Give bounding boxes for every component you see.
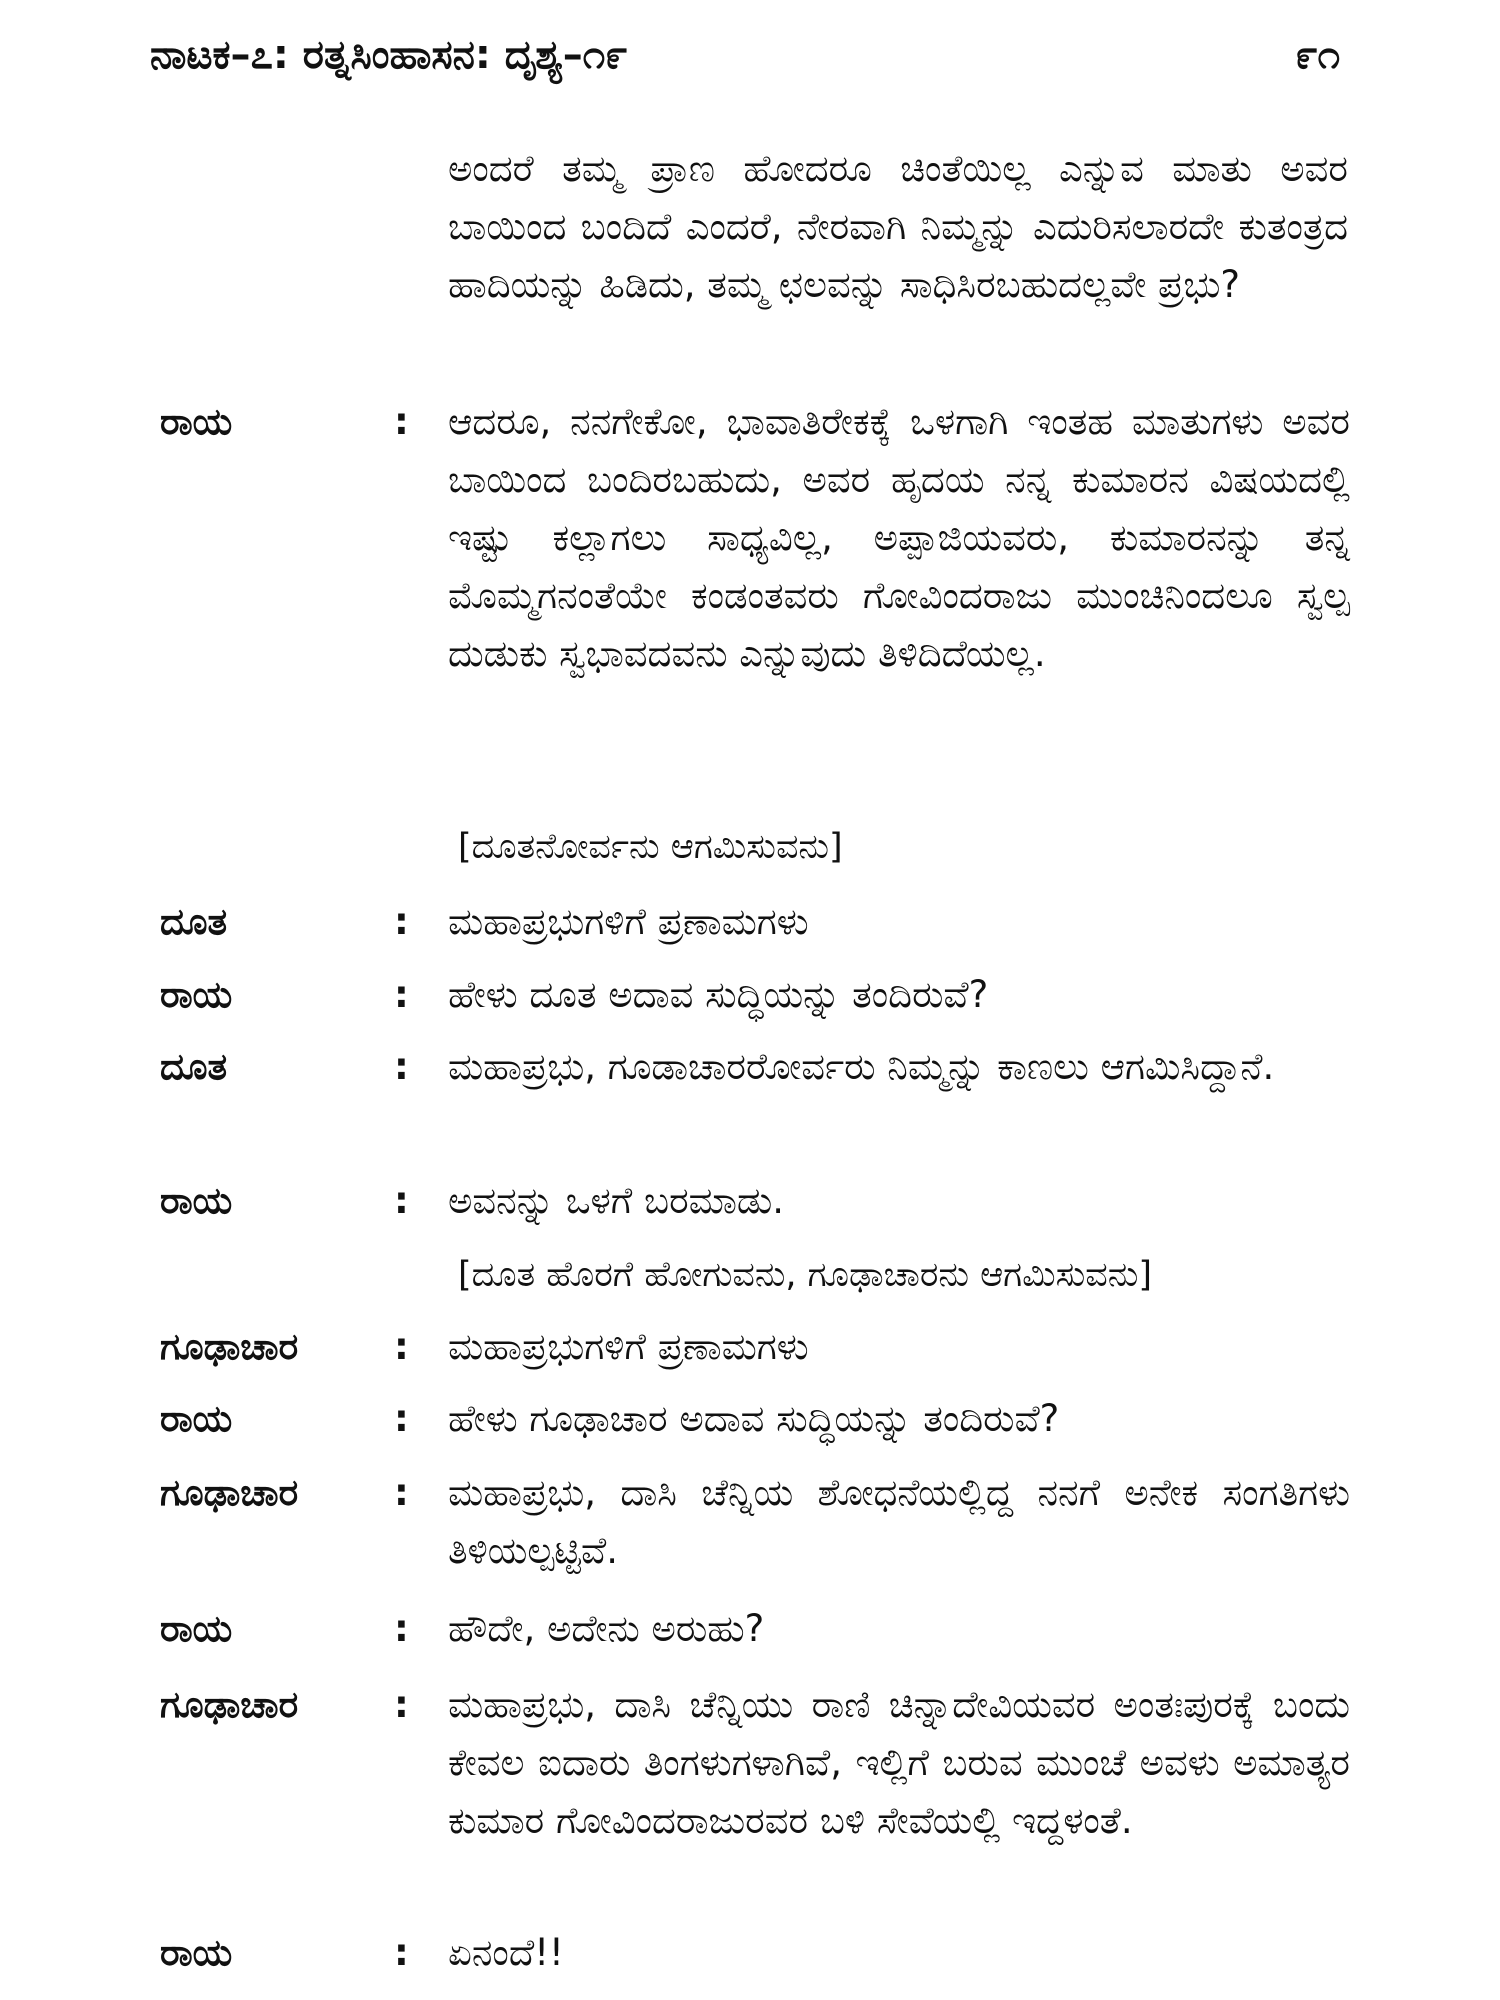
speaker-name: ರಾಯ — [160, 1179, 233, 1222]
speaker-colon: : — [394, 1607, 409, 1650]
speaker-colon: : — [394, 400, 409, 443]
speaker-name: ರಾಯ — [160, 1397, 233, 1440]
speaker-name: ಗೂಢಾಚಾರ — [160, 1683, 299, 1726]
speaker-name: ರಾಯ — [160, 1931, 233, 1974]
dialogue-text: ಮಹಾಪ್ರಭುಗಳಿಗೆ ಪ್ರಣಾಮಗಳು — [448, 900, 809, 943]
speaker-colon: : — [394, 1471, 409, 1514]
speaker-name: ದೂತ — [160, 900, 228, 943]
dialogue-text: ಮಹಾಪ್ರಭು, ದಾಸಿ ಚೆನ್ನಿಯ ಶೋಧನೆಯಲ್ಲಿದ್ದ ನನಗೆ ಅನೇಕ ಸಂಗತಿಗಳು ತಿಳಿಯಲ್ಪಟ್ಟಿವೆ. — [448, 1471, 1350, 1572]
speaker-colon: : — [394, 900, 409, 943]
speaker-colon: : — [394, 1179, 409, 1222]
speaker-colon: : — [394, 1683, 409, 1726]
stage-direction: [ದೂತನೋರ್ವನು ಆಗಮಿಸುವನು] — [458, 827, 843, 867]
dialogue-text: ಮಹಾಪ್ರಭುಗಳಿಗೆ ಪ್ರಣಾಮಗಳು — [448, 1325, 809, 1368]
speaker-colon: : — [394, 973, 409, 1016]
speaker-name: ರಾಯ — [160, 973, 233, 1016]
dialogue-text: ಮಹಾಪ್ರಭು, ಗೂಡಾಚಾರರೋರ್ವರು ನಿಮ್ಮನ್ನು ಕಾಣಲು ಆಗಮಿಸಿದ್ದಾನೆ. — [448, 1045, 1275, 1088]
stage-direction: [ದೂತ ಹೊರಗೆ ಹೋಗುವನು, ಗೂಢಾಚಾರನು ಆಗಮಿಸುವನು] — [458, 1255, 1153, 1295]
speaker-colon: : — [394, 1325, 409, 1368]
speaker-name: ರಾಯ — [160, 400, 233, 443]
dialogue-text: ಏನಂದೆ!! — [448, 1931, 564, 1974]
opening-paragraph: ಅಂದರೆ ತಮ್ಮ ಪ್ರಾಣ ಹೋದರೂ ಚಿಂತೆಯಿಲ್ಲ ಎನ್ನುವ ಮಾತು ಅವರ ಬಾಯಿಂದ ಬಂದಿದೆ ಎಂದರೆ, ನೇರವಾಗಿ ನಿಮ್ಮನ್ನು ಎದುರಿಸಲಾರದೇ ಕುತಂತ್ರದ ಹಾದಿಯನ್ನು ಹಿಡಿದು, ತಮ್ಮ ಛಲವನ್ನು ಸಾಧಿಸಿರಬಹುದಲ್ಲವೇ ಪ್ರಭು? — [448, 147, 1348, 306]
speaker-colon: : — [394, 1045, 409, 1088]
speaker-name: ರಾಯ — [160, 1607, 233, 1650]
speaker-name: ಗೂಢಾಚಾರ — [160, 1325, 299, 1368]
dialogue-text: ಆದರೂ, ನನಗೇಕೋ, ಭಾವಾತಿರೇಕಕ್ಕೆ ಒಳಗಾಗಿ ಇಂತಹ ಮಾತುಗಳು ಅವರ ಬಾಯಿಂದ ಬಂದಿರಬಹುದು, ಅವರ ಹೃದಯ ನನ್ನ ಕುಮಾರನ ವಿಷಯದಲ್ಲಿ ಇಷ್ಟು ಕಲ್ಲಾಗಲು ಸಾಧ್ಯವಿಲ್ಲ, ಅಪ್ಪಾಜಿಯವರು, ಕುಮಾರನನ್ನು ತನ್ನ ಮೊಮ್ಮಗನಂತೆಯೇ ಕಂಡಂತವರು ಗೋವಿಂದರಾಜು ಮುಂಚಿನಿಂದಲೂ ಸ್ವಲ್ಪ ದುಡುಕು ಸ್ವಭಾವದವನು ಎನ್ನುವುದು ತಿಳಿದಿದೆಯಲ್ಲ. — [448, 400, 1350, 675]
running-title: ನಾಟಕ–೭: ರತ್ನಸಿಂಹಾಸನ: ದೃಶ್ಯ–೧೯ — [150, 32, 628, 78]
dialogue-text: ಮಹಾಪ್ರಭು, ದಾಸಿ ಚೆನ್ನಿಯು ರಾಣಿ ಚಿನ್ನಾದೇವಿಯವರ ಅಂತಃಪುರಕ್ಕೆ ಬಂದು ಕೇವಲ ಐದಾರು ತಿಂಗಳುಗಳಾಗಿವೆ, ಇಲ್ಲಿಗೆ ಬರುವ ಮುಂಚೆ ಅವಳು ಅಮಾತ್ಯರ ಕುಮಾರ ಗೋವಿಂದರಾಜುರವರ ಬಳಿ ಸೇವೆಯಲ್ಲಿ ಇದ್ದಳಂತೆ. — [448, 1683, 1350, 1842]
speaker-name: ಗೂಢಾಚಾರ — [160, 1471, 299, 1514]
speaker-colon: : — [394, 1931, 409, 1974]
dialogue-text: ಅವನನ್ನು ಒಳಗೆ ಬರಮಾಡು. — [448, 1179, 784, 1222]
page-header — [150, 32, 1350, 92]
speaker-name: ದೂತ — [160, 1045, 228, 1088]
page-number: ೯೧ — [1295, 32, 1340, 78]
speaker-colon: : — [394, 1397, 409, 1440]
dialogue-text: ಹೇಳು ದೂತ ಅದಾವ ಸುದ್ಧಿಯನ್ನು ತಂದಿರುವೆ? — [448, 973, 989, 1016]
dialogue-text: ಹೇಳು ಗೂಢಾಚಾರ ಅದಾವ ಸುದ್ಧಿಯನ್ನು ತಂದಿರುವೆ? — [448, 1397, 1060, 1440]
dialogue-text: ಹೌದೇ, ಅದೇನು ಅರುಹು? — [448, 1607, 765, 1650]
